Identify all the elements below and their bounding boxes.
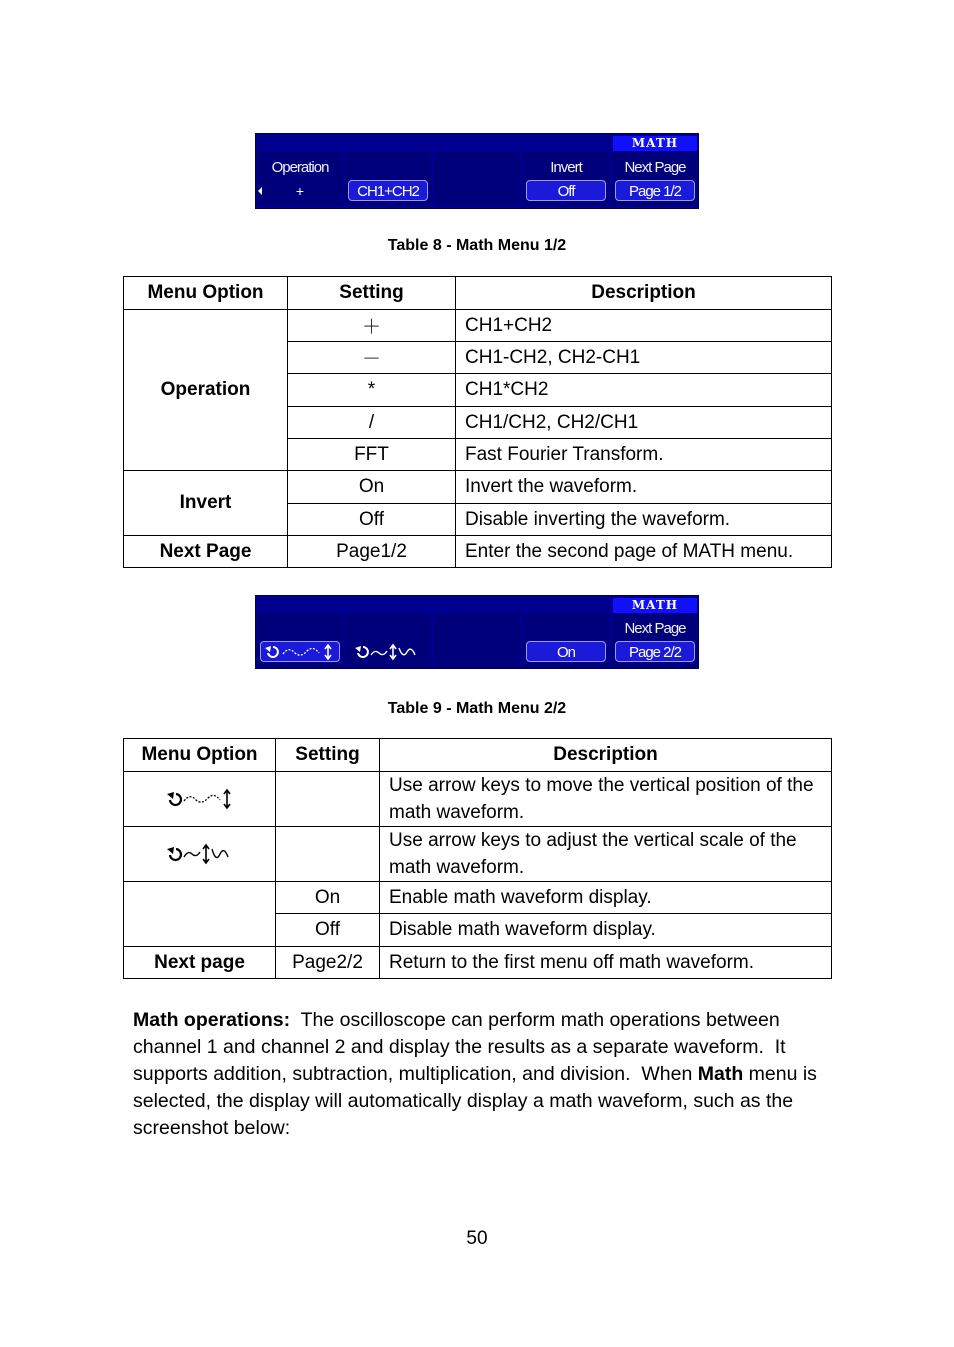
math-operations-heading: Math operations: — [133, 1009, 291, 1031]
option-display — [124, 882, 276, 947]
header-menu-option: Menu Option — [124, 277, 288, 310]
option-invert: Invert — [124, 471, 288, 536]
setting-invert-on: On — [288, 471, 456, 504]
next-page-value: Page 1/2 — [615, 180, 695, 201]
setting-fft: FFT — [288, 439, 456, 471]
desc-invert-off: Disable inverting the waveform. — [456, 504, 832, 536]
option-next-page-2: Next page — [124, 947, 276, 979]
desc-divide: CH1/CH2, CH2/CH1 — [456, 407, 832, 439]
next-page-label-2: Next Page — [624, 620, 686, 637]
math-menu-1-table — [123, 276, 832, 568]
desc-next-page: Enter the second page of MATH menu. — [456, 536, 832, 568]
table-9-caption: Table 9 - Math Menu 2/2 — [387, 700, 567, 717]
desc-fft: Fast Fourier Transform. — [456, 439, 832, 471]
setting-next-page-2: Page2/2 — [276, 947, 380, 979]
option-vertical-position — [124, 772, 276, 827]
vertical-position-icon — [263, 644, 337, 660]
page-number: 50 — [466, 1228, 488, 1249]
display-value: On — [526, 641, 606, 662]
paragraph-text-2: menu is selected, the display will automatically display a math waveform, such as the screenshot below: — [133, 1063, 817, 1139]
math-menu-2-table — [123, 738, 832, 979]
math-menu-1-screenshot — [255, 133, 699, 209]
setting-vertical-position — [276, 772, 380, 827]
desc-invert-on: Invert the waveform. — [456, 471, 832, 504]
setting-minus: － — [288, 342, 456, 374]
next-page-label: Next Page — [624, 159, 686, 176]
math-operations-paragraph — [133, 1007, 833, 1142]
desc-vertical-scale: Use arrow keys to adjust the vertical scale of the math waveform. — [380, 827, 832, 882]
vertical-scale-softkey[interactable] — [345, 614, 431, 668]
vertical-position-value — [260, 641, 340, 662]
source-value: CH1+CH2 — [348, 180, 428, 201]
option-operation: Operation — [124, 310, 288, 471]
setting-invert-off: Off — [288, 504, 456, 536]
invert-value: Off — [526, 180, 606, 201]
vertical-position-icon — [164, 788, 236, 810]
option-vertical-scale — [124, 827, 276, 882]
paragraph-bold-math: Math — [697, 1063, 744, 1085]
setting-divide: / — [288, 407, 456, 439]
desc-display-off: Disable math waveform display. — [380, 914, 832, 947]
next-page-value-2: Page 2/2 — [615, 641, 695, 662]
table-8-caption: Table 8 - Math Menu 1/2 — [387, 237, 567, 254]
header-description: Description — [456, 277, 832, 310]
setting-plus: ＋ — [288, 310, 456, 342]
operation-label: Operation — [271, 159, 329, 176]
desc-minus: CH1-CH2, CH2-CH1 — [456, 342, 832, 374]
math-menu-2-screenshot — [255, 595, 699, 669]
header-setting-2: Setting — [276, 739, 380, 772]
math-menu-title: MATH — [613, 136, 697, 151]
option-next-page: Next Page — [124, 536, 288, 568]
operation-value: + — [295, 183, 305, 199]
math-menu-2-title: MATH — [613, 598, 697, 613]
empty-softkey — [434, 152, 520, 206]
source-softkey[interactable] — [345, 152, 431, 206]
vertical-scale-icon — [164, 843, 236, 865]
header-setting: Setting — [288, 277, 456, 310]
left-arrow-icon — [258, 187, 262, 195]
desc-display-on: Enable math waveform display. — [380, 882, 832, 914]
next-page-softkey-2[interactable] — [612, 614, 698, 668]
setting-display-on: On — [276, 882, 380, 914]
setting-vertical-scale — [276, 827, 380, 882]
invert-softkey[interactable] — [523, 152, 609, 206]
desc-vertical-position: Use arrow keys to move the vertical position of the math waveform. — [380, 772, 832, 827]
vertical-scale-icon — [353, 643, 423, 661]
desc-next-page-2: Return to the first menu off math waveform. — [380, 947, 832, 979]
header-menu-option-2: Menu Option — [124, 739, 276, 772]
vertical-position-softkey[interactable] — [257, 614, 343, 668]
paragraph-text-1: The oscilloscope can perform math operations between channel 1 and channel 2 and display the results as a separate waveform. It supports addition, subtraction, multiplication, and division. When — [133, 1009, 791, 1085]
setting-multiply: * — [288, 374, 456, 407]
invert-label: Invert — [550, 159, 582, 176]
header-description-2: Description — [380, 739, 832, 772]
operation-softkey[interactable] — [257, 152, 343, 206]
next-page-softkey[interactable] — [612, 152, 698, 206]
setting-display-off: Off — [276, 914, 380, 947]
desc-multiply: CH1*CH2 — [456, 374, 832, 407]
display-softkey[interactable] — [523, 614, 609, 668]
desc-plus: CH1+CH2 — [456, 310, 832, 342]
setting-next-page: Page1/2 — [288, 536, 456, 568]
empty-softkey-2 — [434, 614, 520, 668]
